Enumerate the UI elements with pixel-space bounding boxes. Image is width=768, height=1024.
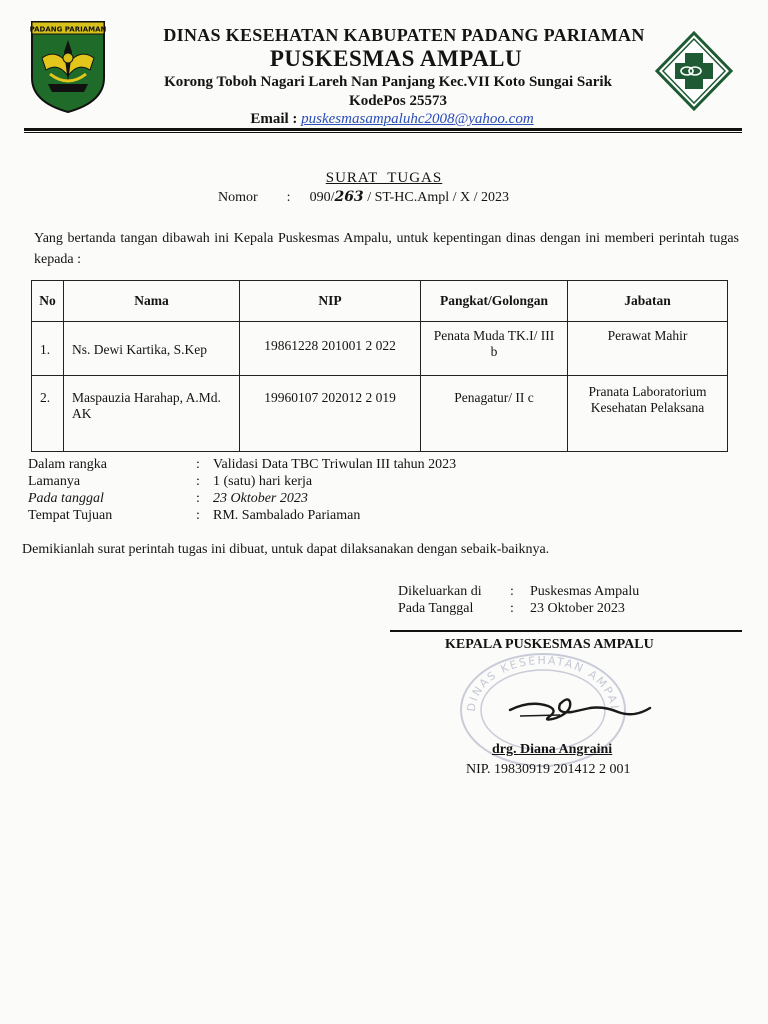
row-jabatan: Pranata Laboratorium Kesehatan Pelaksana bbox=[568, 376, 728, 452]
lamanya-colon: : bbox=[196, 474, 200, 489]
header-rule-thin bbox=[24, 132, 742, 133]
address-line: Korong Toboh Nagari Lareh Nan Panjang Kec.VII Koto Sungai Sarik bbox=[164, 74, 612, 90]
row-pangkat: Penagatur/ II c bbox=[421, 376, 568, 452]
pada-tanggal-value: 23 Oktober 2023 bbox=[213, 491, 308, 506]
header-rule-thick bbox=[24, 128, 742, 131]
table-row bbox=[32, 322, 728, 376]
issued-place-value: Puskesmas Ampalu bbox=[530, 584, 640, 599]
nomor-handwritten: 263 bbox=[334, 189, 364, 205]
signatory-nip: NIP. 19830919 201412 2 001 bbox=[466, 762, 631, 777]
row-nama: Ns. Dewi Kartika, S.Kep bbox=[64, 322, 240, 376]
issued-date-colon: : bbox=[510, 601, 514, 616]
institution-name: PUSKESMAS AMPALU bbox=[269, 46, 523, 71]
issued-place-label: Dikeluarkan di bbox=[398, 584, 482, 599]
nomor-label: Nomor bbox=[218, 190, 258, 205]
header-nip: NIP bbox=[240, 281, 421, 322]
tempat-tujuan-value: RM. Sambalado Pariaman bbox=[213, 508, 361, 523]
header-pangkat: Pangkat/Golongan bbox=[421, 281, 568, 322]
row-pangkat: Penata Muda TK.I/ III b bbox=[421, 322, 568, 376]
closing-statement: Demikianlah surat perintah tugas ini dibuat, untuk dapat dilaksanakan dengan sebaik-baiknya. bbox=[22, 542, 550, 557]
logo-banner-text: PADANG PARIAMAN bbox=[29, 25, 107, 34]
document-title: SURAT TUGAS bbox=[325, 170, 443, 186]
pada-tanggal-label: Pada tanggal bbox=[28, 491, 104, 506]
tempat-tujuan-label: Tempat Tujuan bbox=[28, 508, 113, 523]
row-no: 2. bbox=[32, 376, 64, 452]
row-nama: Maspauzia Harahap, A.Md. AK bbox=[64, 376, 240, 452]
document-number bbox=[218, 189, 509, 206]
email-link[interactable]: puskesmasampaluhc2008@yahoo.com bbox=[301, 111, 534, 127]
stamp-text: DINAS KESEHATAN AMPAL bbox=[464, 653, 622, 714]
table-row bbox=[32, 376, 728, 452]
row-no: 1. bbox=[32, 322, 64, 376]
agency-name: DINAS KESEHATAN KABUPATEN PADANG PARIAMAN bbox=[163, 25, 645, 45]
email-line bbox=[0, 111, 768, 128]
intro-paragraph: Yang bertanda tangan dibawah ini Kepala Puskesmas Ampalu, untuk kepentingan dinas dengan ini memberi perintah tugas kepada : bbox=[34, 231, 739, 267]
handwritten-signature bbox=[500, 688, 665, 728]
nomor-colon: : bbox=[286, 190, 291, 205]
issued-date-label: Pada Tanggal bbox=[398, 601, 474, 616]
dalam-rangka-label: Dalam rangka bbox=[28, 457, 107, 472]
pada-tanggal-colon: : bbox=[196, 491, 200, 506]
assignee-table bbox=[31, 280, 728, 452]
header-no: No bbox=[32, 281, 64, 322]
issued-date-value: 23 Oktober 2023 bbox=[530, 601, 625, 616]
row-nip: 19960107 202012 2 019 bbox=[240, 376, 421, 452]
header-jabatan: Jabatan bbox=[568, 281, 728, 322]
header-nama: Nama bbox=[64, 281, 240, 322]
signatory-title: KEPALA PUSKESMAS AMPALU bbox=[445, 637, 654, 652]
lamanya-label: Lamanya bbox=[28, 474, 81, 489]
issued-place-colon: : bbox=[510, 584, 514, 599]
nomor-suffix: / ST-HC.Ampl / X / 2023 bbox=[363, 190, 510, 205]
signatory-name: drg. Diana Angraini bbox=[492, 742, 613, 757]
lamanya-value: 1 (satu) hari kerja bbox=[213, 474, 313, 489]
email-label: Email : bbox=[250, 111, 298, 127]
nomor-prefix: 090/ bbox=[309, 190, 335, 205]
table-header-row bbox=[32, 281, 728, 322]
signature-rule bbox=[390, 630, 742, 632]
dalam-rangka-value: Validasi Data TBC Triwulan III tahun 2023 bbox=[213, 457, 457, 472]
row-nip: 19861228 201001 2 022 bbox=[240, 322, 421, 376]
dalam-rangka-colon: : bbox=[196, 457, 200, 472]
row-jabatan: Perawat Mahir bbox=[568, 322, 728, 376]
postal-code: KodePos 25573 bbox=[349, 93, 447, 109]
tempat-tujuan-colon: : bbox=[196, 508, 200, 523]
